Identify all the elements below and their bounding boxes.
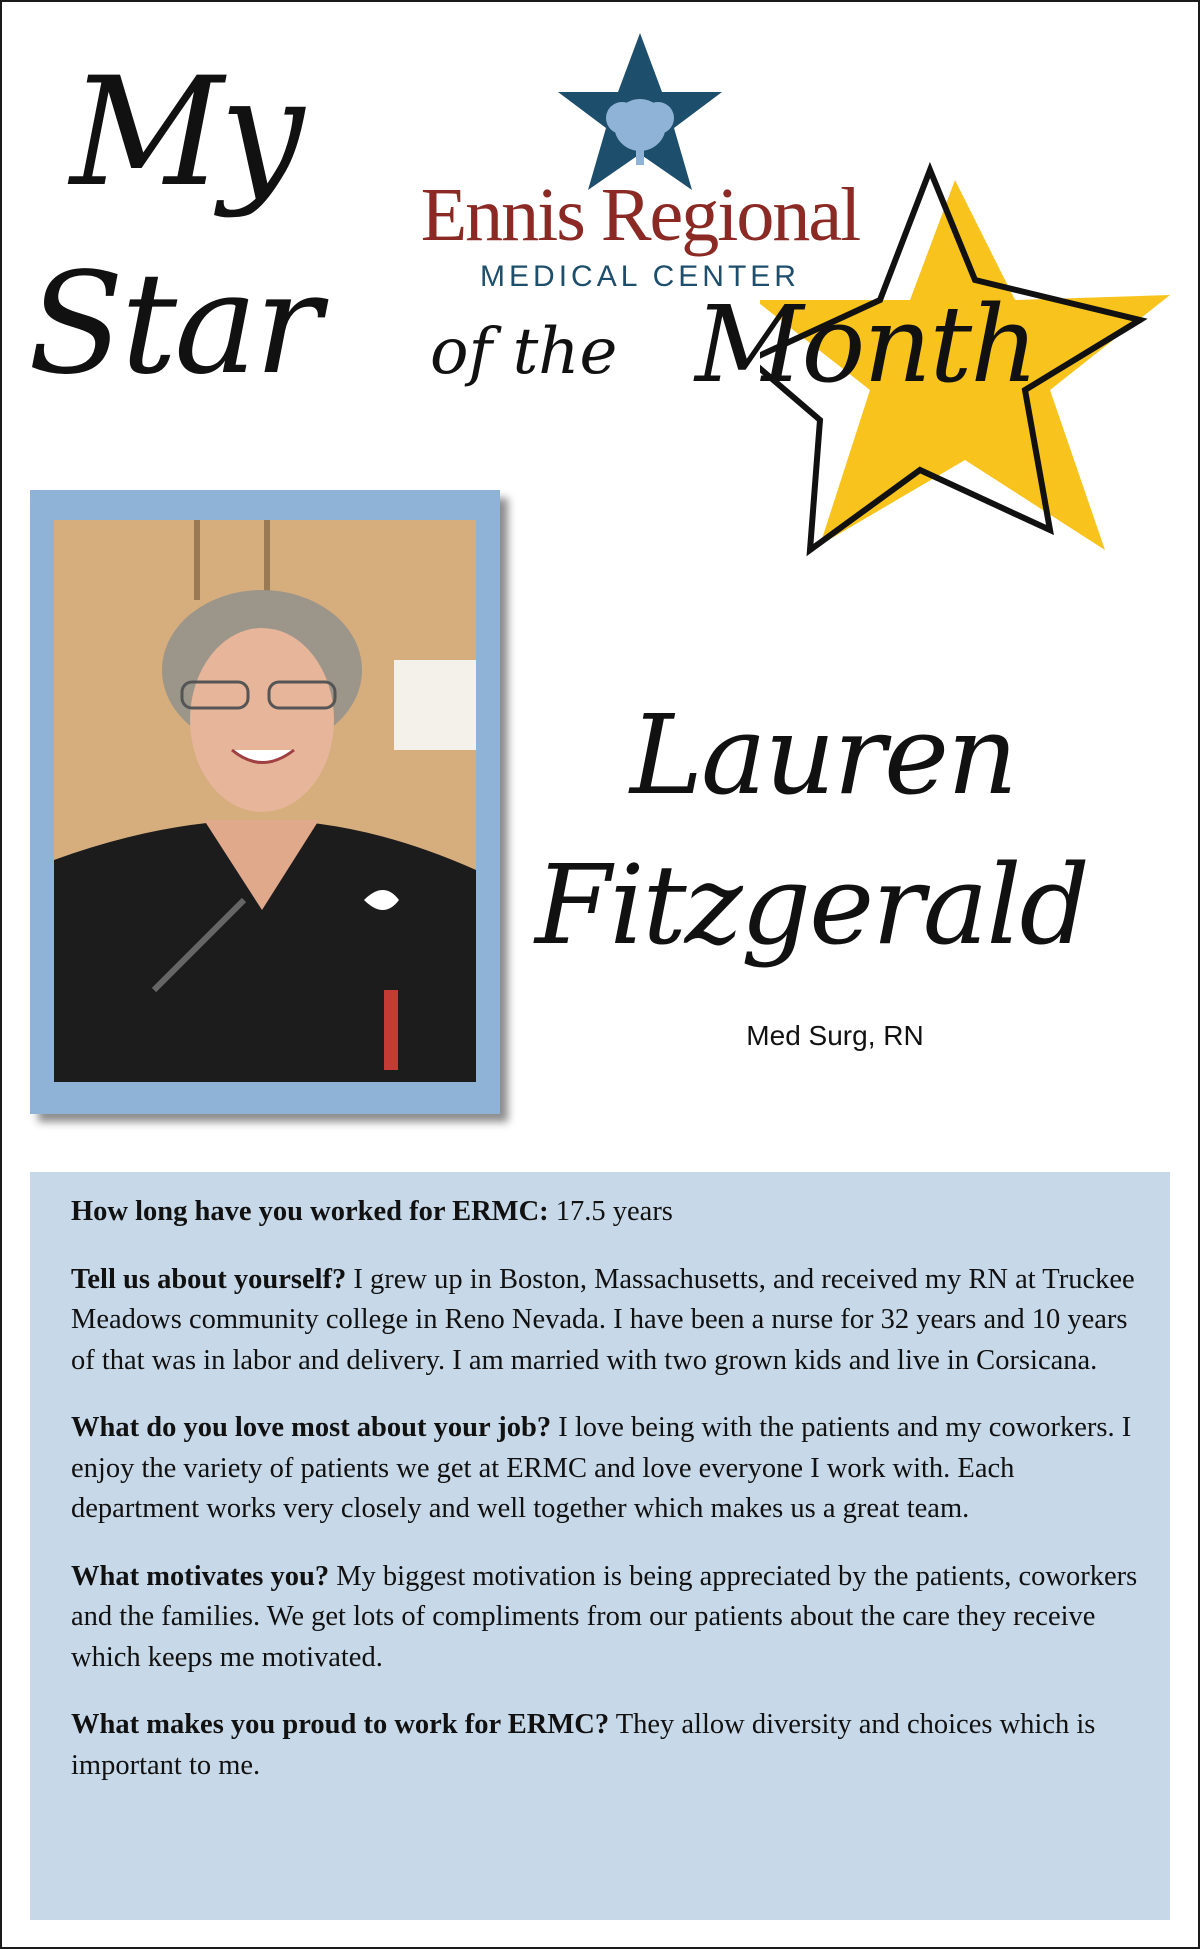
logo-subtitle: MEDICAL CENTER: [480, 260, 800, 293]
qa-question: What do you love most about your job?: [71, 1412, 552, 1443]
qa-answer: They allow diversity and choices which is important to me.: [71, 1709, 1096, 1781]
qa-answer: My biggest motivation is being appreciated by the patients, coworkers and the families. We get lots of compliments from our patients about the care they receive which keeps me motivated.: [71, 1560, 1138, 1673]
qa-question: How long have you worked for ERMC:: [71, 1196, 549, 1227]
last-name: Fitzgerald: [535, 841, 1088, 969]
title-my: My: [70, 46, 301, 220]
photo-frame: [30, 490, 500, 1114]
job-role: Med Surg, RN: [746, 1020, 924, 1051]
qa-item: [71, 1705, 1141, 1786]
profile-photo: [54, 520, 476, 1082]
qa-question: What motivates you?: [71, 1560, 330, 1592]
qa-item: [71, 1408, 1141, 1530]
title-star: Star: [28, 243, 319, 406]
qa-question: Tell us about yourself?: [71, 1263, 347, 1295]
title-of-the: of the: [430, 315, 618, 389]
qa-list: [71, 1192, 1141, 1813]
qa-item: [71, 1192, 1141, 1233]
qa-answer: I love being with the patients and my coworkers. I enjoy the variety of patients we get at ERMC and love everyone I work with. Each department works very closely and well together which makes us a great team.: [71, 1412, 1132, 1524]
title-month: Month: [695, 283, 1037, 406]
first-name: Lauren: [630, 691, 1016, 819]
qa-answer: I grew up in Boston, Massachusetts, and received my RN at Truckee Meadows community college in Reno Nevada. I have been a nurse for 32 years and 10 years of that was in labor and delivery. I am married with two grown kids and live in Corsicana.: [71, 1263, 1135, 1376]
qa-item: [71, 1557, 1141, 1679]
qa-item: [71, 1260, 1141, 1382]
qa-answer: 17.5 years: [548, 1196, 673, 1227]
qa-box: [30, 1172, 1170, 1920]
qa-question: What makes you proud to work for ERMC?: [71, 1709, 610, 1740]
logo-name: Ennis Regional: [420, 173, 860, 257]
